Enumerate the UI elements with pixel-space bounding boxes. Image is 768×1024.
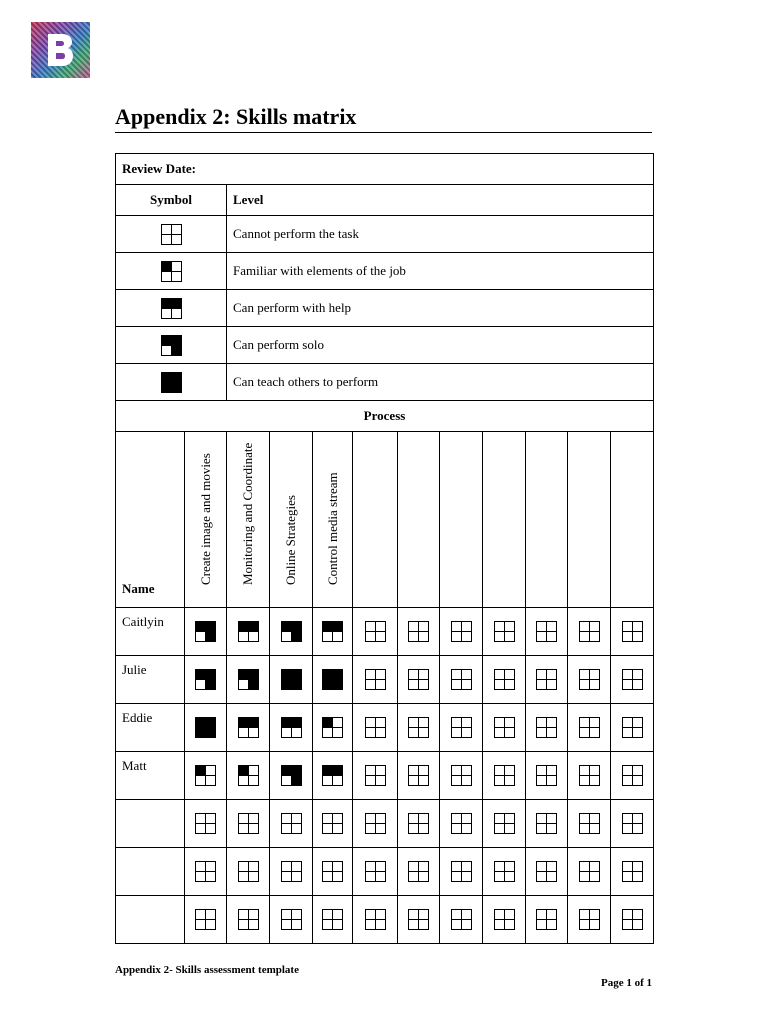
skill-level-0-icon — [322, 861, 343, 882]
skill-cell — [398, 896, 440, 944]
skill-cell — [611, 608, 654, 656]
skill-level-0-icon — [536, 717, 557, 738]
skill-cell — [185, 896, 227, 944]
table-row — [116, 848, 654, 896]
skill-level-0-icon — [408, 813, 429, 834]
skill-cell — [568, 800, 611, 848]
skill-cell — [313, 704, 353, 752]
skill-cell — [270, 848, 313, 896]
skill-cell — [353, 608, 398, 656]
skill-level-0-icon — [536, 765, 557, 786]
skill-level-0-icon — [408, 765, 429, 786]
skill-cell — [440, 656, 483, 704]
skill-level-0-icon — [365, 669, 386, 690]
skill-level-0-icon — [195, 813, 216, 834]
skill-cell — [398, 752, 440, 800]
skill-level-2-icon — [238, 717, 259, 738]
skill-cell — [611, 800, 654, 848]
symbol-header: Symbol — [116, 185, 227, 216]
skill-cell — [568, 656, 611, 704]
legend-level-label: Familiar with elements of the job — [227, 253, 654, 290]
skill-level-0-icon — [408, 861, 429, 882]
review-date-label: Review Date: — [116, 154, 654, 185]
skill-cell — [185, 608, 227, 656]
skill-level-3-icon — [161, 335, 182, 356]
skill-level-3-icon — [281, 765, 302, 786]
skill-level-0-icon — [365, 909, 386, 930]
skill-cell — [398, 848, 440, 896]
skill-cell — [440, 608, 483, 656]
legend-level-label: Can perform solo — [227, 327, 654, 364]
skill-cell — [313, 896, 353, 944]
footer-page-number: Page 1 of 1 — [600, 977, 652, 989]
company-logo — [31, 22, 90, 78]
legend-symbol-cell — [116, 364, 227, 401]
footer-template-name: Appendix 2- Skills assessment template — [115, 964, 299, 976]
skill-cell — [483, 656, 526, 704]
skill-cell — [568, 704, 611, 752]
process-column-header — [611, 432, 654, 608]
skill-level-0-icon — [238, 909, 259, 930]
skill-cell — [440, 752, 483, 800]
skill-level-0-icon — [238, 861, 259, 882]
skill-cell — [526, 656, 568, 704]
process-column-header — [185, 432, 227, 608]
table-row — [116, 704, 654, 752]
skill-level-0-icon — [408, 717, 429, 738]
skill-cell — [270, 896, 313, 944]
skill-cell — [313, 656, 353, 704]
skill-level-0-icon — [451, 813, 472, 834]
skill-cell — [313, 608, 353, 656]
table-row — [116, 608, 654, 656]
skill-cell — [353, 848, 398, 896]
legend-symbol-cell — [116, 216, 227, 253]
skill-cell — [483, 704, 526, 752]
skill-cell — [483, 848, 526, 896]
level-header: Level — [227, 185, 654, 216]
skill-cell — [611, 896, 654, 944]
skill-level-0-icon — [365, 717, 386, 738]
table-row — [116, 800, 654, 848]
table-row — [116, 656, 654, 704]
skill-level-0-icon — [161, 224, 182, 245]
skill-level-0-icon — [451, 621, 472, 642]
skill-cell — [483, 608, 526, 656]
person-name: Eddie — [116, 704, 185, 752]
skill-level-0-icon — [494, 909, 515, 930]
skill-level-0-icon — [451, 717, 472, 738]
skill-cell — [611, 656, 654, 704]
skill-cell — [227, 800, 270, 848]
person-name: Caitlyin — [116, 608, 185, 656]
skill-level-0-icon — [579, 909, 600, 930]
skill-cell — [185, 704, 227, 752]
skill-level-0-icon — [622, 861, 643, 882]
skill-level-0-icon — [451, 861, 472, 882]
skill-level-0-icon — [579, 669, 600, 690]
skill-level-3-icon — [281, 621, 302, 642]
skill-cell — [526, 752, 568, 800]
skill-cell — [483, 896, 526, 944]
skill-level-0-icon — [622, 669, 643, 690]
skill-level-4-icon — [281, 669, 302, 690]
skill-level-0-icon — [579, 621, 600, 642]
skill-level-0-icon — [622, 909, 643, 930]
person-name: Julie — [116, 656, 185, 704]
skill-cell — [270, 608, 313, 656]
skill-level-0-icon — [579, 765, 600, 786]
logo-b-icon — [45, 32, 75, 68]
skill-cell — [568, 896, 611, 944]
skill-cell — [398, 608, 440, 656]
skill-cell — [313, 848, 353, 896]
skill-level-1-icon — [238, 765, 259, 786]
legend-level-label: Cannot perform the task — [227, 216, 654, 253]
skill-cell — [227, 704, 270, 752]
skill-cell — [440, 848, 483, 896]
skill-level-0-icon — [579, 717, 600, 738]
skill-level-0-icon — [536, 861, 557, 882]
skill-level-0-icon — [322, 909, 343, 930]
skill-level-0-icon — [365, 621, 386, 642]
skill-level-0-icon — [622, 717, 643, 738]
skill-level-0-icon — [494, 717, 515, 738]
skill-level-3-icon — [195, 621, 216, 642]
person-name: Matt — [116, 752, 185, 800]
table-row — [116, 752, 654, 800]
process-header: Process — [116, 401, 654, 432]
skill-level-0-icon — [408, 669, 429, 690]
skill-cell — [568, 608, 611, 656]
legend-symbol-cell — [116, 290, 227, 327]
skill-cell — [185, 752, 227, 800]
skill-level-0-icon — [622, 621, 643, 642]
skill-level-2-icon — [161, 298, 182, 319]
skill-level-2-icon — [322, 765, 343, 786]
skill-level-0-icon — [365, 861, 386, 882]
process-column-header — [483, 432, 526, 608]
skill-cell — [353, 800, 398, 848]
skill-level-0-icon — [494, 621, 515, 642]
skill-level-0-icon — [451, 765, 472, 786]
skill-cell — [185, 848, 227, 896]
skill-level-0-icon — [494, 669, 515, 690]
process-name: Online Strategies — [283, 495, 298, 585]
skill-level-0-icon — [536, 669, 557, 690]
skill-cell — [611, 752, 654, 800]
skill-level-2-icon — [238, 621, 259, 642]
skill-level-0-icon — [494, 765, 515, 786]
skill-level-0-icon — [408, 621, 429, 642]
skill-cell — [483, 752, 526, 800]
skill-level-0-icon — [195, 861, 216, 882]
process-column-header — [270, 432, 313, 608]
skill-level-0-icon — [365, 765, 386, 786]
skill-cell — [611, 704, 654, 752]
process-name: Monitoring and Coordinate — [240, 442, 255, 585]
skill-level-0-icon — [494, 813, 515, 834]
skill-level-4-icon — [195, 717, 216, 738]
person-name — [116, 896, 185, 944]
skill-cell — [440, 704, 483, 752]
skill-level-2-icon — [281, 717, 302, 738]
skill-cell — [353, 704, 398, 752]
skill-level-0-icon — [281, 813, 302, 834]
skill-cell — [611, 848, 654, 896]
person-name — [116, 848, 185, 896]
process-column-header — [568, 432, 611, 608]
skill-cell — [313, 752, 353, 800]
process-column-header — [313, 432, 353, 608]
skill-level-4-icon — [322, 669, 343, 690]
skill-cell — [185, 800, 227, 848]
skill-cell — [270, 752, 313, 800]
skill-cell — [526, 704, 568, 752]
skill-level-3-icon — [195, 669, 216, 690]
skill-level-0-icon — [579, 861, 600, 882]
skills-matrix-table — [115, 153, 654, 944]
skill-level-4-icon — [161, 372, 182, 393]
process-column-header — [526, 432, 568, 608]
table-row — [116, 896, 654, 944]
skill-cell — [227, 896, 270, 944]
skill-level-2-icon — [322, 621, 343, 642]
skill-cell — [398, 704, 440, 752]
skill-cell — [185, 656, 227, 704]
process-column-header — [227, 432, 270, 608]
skill-level-0-icon — [494, 861, 515, 882]
process-column-header — [440, 432, 483, 608]
page-title: Appendix 2: Skills matrix — [115, 104, 652, 133]
skill-cell — [526, 800, 568, 848]
skill-level-1-icon — [161, 261, 182, 282]
skill-cell — [270, 656, 313, 704]
skill-level-1-icon — [195, 765, 216, 786]
legend-symbol-cell — [116, 253, 227, 290]
skill-cell — [440, 800, 483, 848]
skill-level-0-icon — [281, 909, 302, 930]
skill-cell — [568, 752, 611, 800]
process-column-header — [398, 432, 440, 608]
skill-level-0-icon — [238, 813, 259, 834]
skill-level-0-icon — [536, 909, 557, 930]
legend-level-label: Can teach others to perform — [227, 364, 654, 401]
skill-level-0-icon — [408, 909, 429, 930]
process-column-header — [353, 432, 398, 608]
skill-level-0-icon — [195, 909, 216, 930]
process-name: Control media stream — [324, 472, 340, 585]
skill-level-0-icon — [579, 813, 600, 834]
skill-cell — [483, 800, 526, 848]
skill-cell — [398, 800, 440, 848]
skill-cell — [227, 848, 270, 896]
person-name — [116, 800, 185, 848]
legend-symbol-cell — [116, 327, 227, 364]
skill-level-0-icon — [365, 813, 386, 834]
name-column-header: Name — [116, 432, 185, 608]
skill-cell — [270, 704, 313, 752]
skill-cell — [526, 608, 568, 656]
skill-cell — [353, 752, 398, 800]
skill-cell — [313, 800, 353, 848]
skill-level-0-icon — [281, 861, 302, 882]
skill-level-0-icon — [536, 813, 557, 834]
skill-cell — [526, 896, 568, 944]
skill-cell — [526, 848, 568, 896]
skill-cell — [568, 848, 611, 896]
skill-level-0-icon — [622, 813, 643, 834]
process-name: Create image and movies — [197, 453, 213, 585]
skill-cell — [353, 656, 398, 704]
skill-level-0-icon — [451, 909, 472, 930]
skill-cell — [398, 656, 440, 704]
skill-cell — [440, 896, 483, 944]
skill-cell — [227, 656, 270, 704]
skill-level-0-icon — [536, 621, 557, 642]
skill-cell — [227, 752, 270, 800]
skill-cell — [227, 608, 270, 656]
skill-level-0-icon — [322, 813, 343, 834]
skill-cell — [270, 800, 313, 848]
skill-level-1-icon — [322, 717, 343, 738]
legend-level-label: Can perform with help — [227, 290, 654, 327]
skill-cell — [353, 896, 398, 944]
skill-level-0-icon — [451, 669, 472, 690]
skill-level-0-icon — [622, 765, 643, 786]
skill-level-3-icon — [238, 669, 259, 690]
